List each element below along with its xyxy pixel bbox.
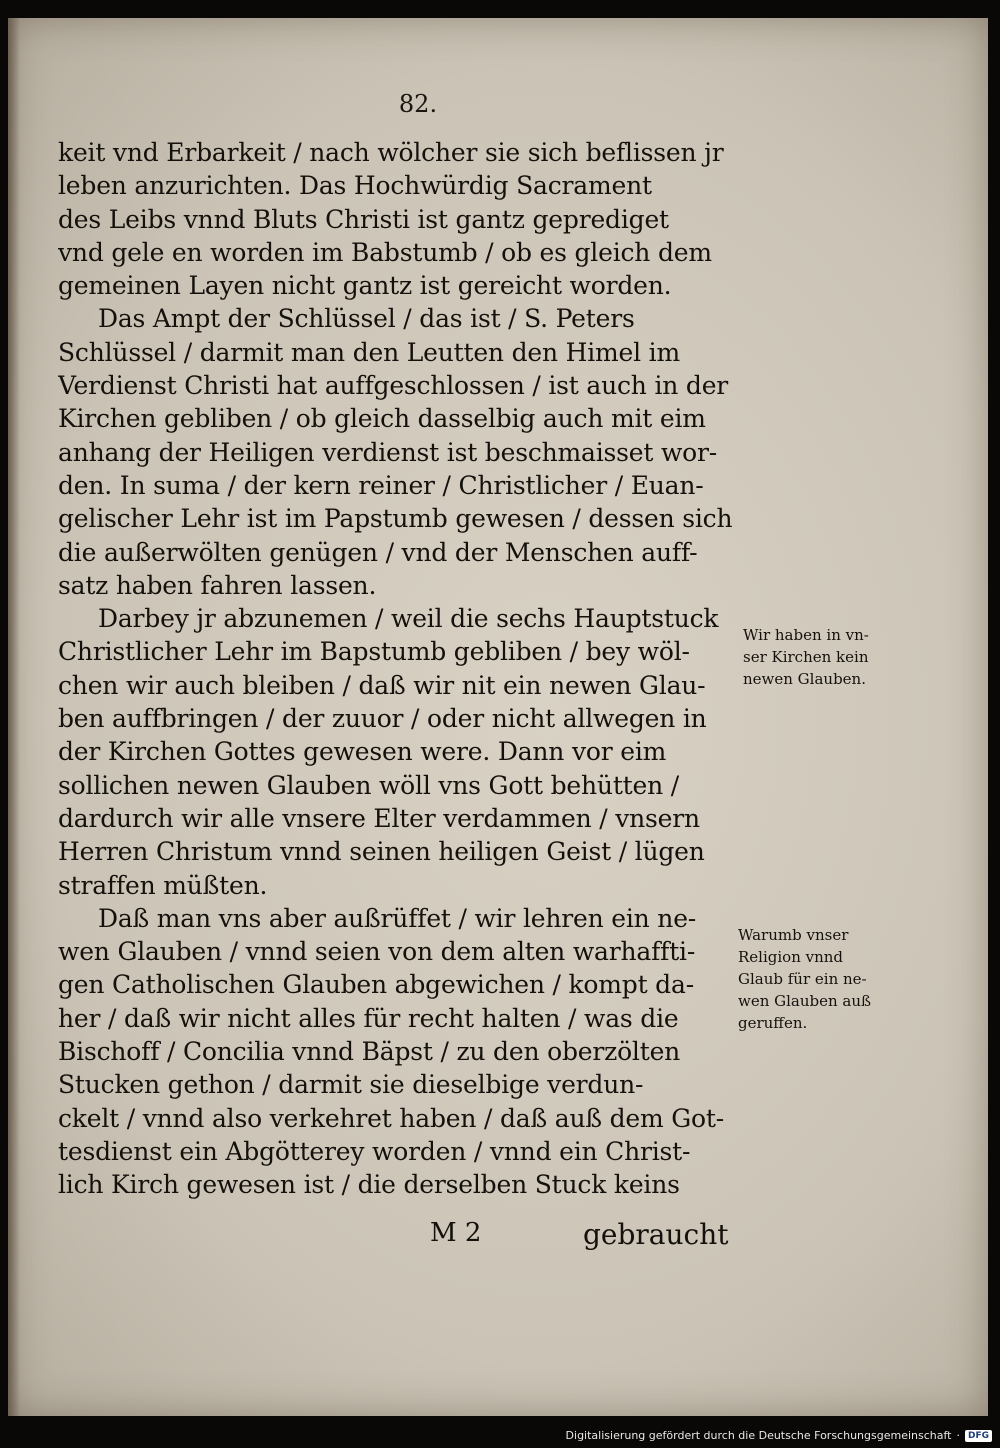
text-line: die außerwölten genügen / vnd der Menschen auff- — [58, 537, 698, 567]
margin-note-line: newen Glauben. — [743, 670, 866, 688]
text-line: dardurch wir alle vnsere Elter verdammen / vnsern — [58, 803, 700, 833]
funding-credit — [566, 1429, 992, 1442]
text-line: des Leibs vnnd Bluts Christi ist gantz geprediget — [58, 204, 669, 234]
text-line: Darbey jr abzunemen / weil die sechs Hauptstuck — [98, 604, 719, 634]
text-line: wen Glauben / vnnd seien von dem alten warhaffti- — [58, 937, 696, 967]
page-binding-shadow — [8, 18, 20, 1416]
margin-note-line: geruffen. — [738, 1014, 808, 1032]
text-line: her / daß wir nicht alles für recht halten / was die — [58, 1003, 679, 1033]
margin-note-line: Wir haben in vn- — [743, 626, 869, 644]
text-line: gemeinen Layen nicht gantz ist gereicht worden. — [58, 271, 672, 301]
text-line: lich Kirch gewesen ist / die derselben Stuck keins — [58, 1170, 680, 1200]
margin-note-line: ser Kirchen kein — [743, 648, 869, 666]
text-line: sollichen newen Glauben wöll vns Gott behütten / — [58, 770, 679, 800]
text-line: tesdienst ein Abgötterey worden / vnnd ein Christ- — [58, 1136, 691, 1166]
text-line: satz haben fahren lassen. — [58, 570, 377, 600]
margin-note — [738, 924, 908, 1034]
margin-note-line: Religion vnnd — [738, 948, 844, 966]
text-line: ckelt / vnnd also verkehret haben / daß auß dem Got- — [58, 1103, 724, 1133]
text-line: Daß man vns aber außrüffet / wir lehren ein ne- — [98, 903, 697, 933]
signature-mark: M 2 — [430, 1218, 482, 1248]
text-line: chen wir auch bleiben / daß wir nit ein newen Glau- — [58, 670, 706, 700]
text-line: Kirchen gebliben / ob gleich dasselbig auch mit eim — [58, 404, 706, 434]
margin-note-line: Glaub für ein ne- — [738, 970, 867, 988]
text-line: gen Catholischen Glauben abgewichen / kompt da- — [58, 970, 694, 1000]
dfg-separator: · — [956, 1429, 960, 1442]
page-number: 82. — [398, 90, 438, 118]
text-line: keit vnd Erbarkeit / nach wölcher sie sich beflissen jr — [58, 138, 724, 167]
text-line: anhang der Heiligen verdienst ist beschmaisset wor- — [58, 437, 718, 467]
credit-text: Digitalisierung gefördert durch die Deutsche Forschungsgemeinschaft — [565, 1429, 952, 1442]
text-line: Verdienst Christi hat auffgeschlossen / ist auch in der — [58, 371, 729, 401]
text-line: Christlicher Lehr im Bapstumb gebliben / bey wöl- — [58, 637, 690, 667]
text-line: Das Ampt der Schlüssel / das ist / S. Peters — [98, 304, 635, 334]
margin-note — [743, 624, 913, 690]
text-line: gelischer Lehr ist im Papstumb gewesen / dessen sich — [58, 504, 733, 534]
text-line: den. In suma / der kern reiner / Christlicher / Euan- — [58, 470, 704, 500]
text-line: vnd gele en worden im Babstumb / ob es gleich dem — [58, 237, 712, 267]
scanned-page — [8, 18, 988, 1416]
text-line: ben auffbringen / der zuuor / oder nicht allwegen in — [58, 704, 707, 734]
text-line: Stucken gethon / darmit sie dieselbige verdun- — [58, 1070, 644, 1100]
text-line: Schlüssel / darmit man den Leutten den Himel im — [58, 337, 680, 367]
text-line: straffen müßten. — [58, 870, 268, 900]
margin-note-line: wen Glauben auß — [738, 992, 872, 1010]
margin-note-line: Warumb vnser — [738, 926, 849, 944]
text-line: Herren Christum vnnd seinen heiligen Geist / lügen — [58, 837, 705, 867]
text-line: leben anzurichten. Das Hochwürdig Sacrament — [58, 171, 652, 201]
body-text — [58, 136, 758, 1202]
text-line: Bischoff / Concilia vnnd Bäpst / zu den oberzölten — [58, 1037, 681, 1067]
dfg-logo-icon: DFG — [965, 1430, 992, 1442]
catchword: gebraucht — [583, 1218, 729, 1251]
text-line: der Kirchen Gottes gewesen were. Dann vor eim — [58, 737, 667, 767]
